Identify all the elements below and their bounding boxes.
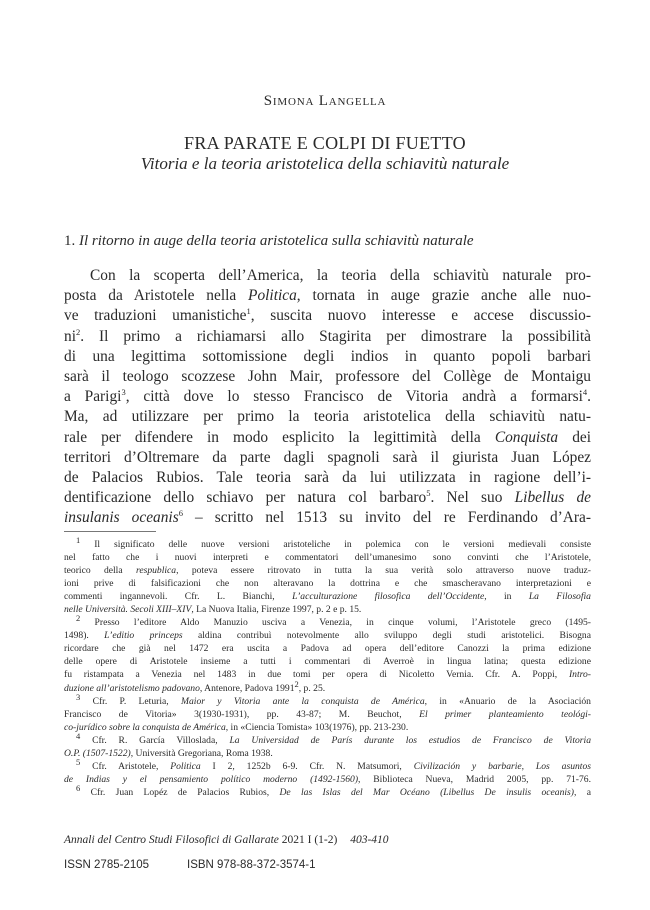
footnote-marker: 2 [75, 326, 81, 337]
footnote-line [64, 756, 591, 773]
author-name: Simona Langella [263, 93, 387, 109]
body-text: posta da Aristotele nella [64, 287, 249, 305]
footnote-line [64, 564, 591, 577]
body-text: sarà il teologo scozzese John Mair, professore del Collège de Montaigu [64, 367, 591, 385]
footnote-line [64, 721, 591, 734]
footnote-text: , Università Gregoriana, Roma 1938. [130, 747, 273, 759]
footnote-text: Cfr. Juan Lopéz de Palacios Rubios, [80, 786, 280, 798]
footnote-text: Il significato delle nuove versioni aristoteliche in polemica con le versioni medievali consiste [80, 539, 591, 550]
footnote-text: fu ristampata a Venezia nel 1483 in due tomi per opera di Nicoletto Vernia. Cfr. A. Poppi, [64, 669, 569, 681]
footnote-text: delle opere di Aristotele insieme a tutti i commentari di Averroè in lingua latina; questa edizione [64, 656, 591, 668]
footnote-italic: De las Islas del Mar Océano (Libellus De insulis oceanis) [279, 786, 574, 798]
body-line [64, 448, 591, 468]
body-text: de Palacios Rubios. Tale teoria sarà da lui utilizzata in ragione dell’i- [64, 468, 591, 486]
footnote-text: , in «Anuario de la Asociación [424, 695, 591, 707]
body-text: di una legittima sottomissione degli indios in quanto popoli barbari [64, 347, 591, 365]
footnote-italic: La Universidad de París durante los estudios de Francisco de Vitoria [229, 734, 591, 746]
footnote-line [64, 534, 591, 551]
footnote-text: aldina contribuì notevolmente allo sviluppo degli studi aristotelici. Bisogna [182, 630, 591, 642]
footnote-italic: L’acculturazione filosofica dell’Occidente [292, 591, 485, 603]
footnote-marker: 3 [76, 691, 81, 702]
body-line [64, 428, 591, 448]
footnote-italic: La Filosofia [528, 591, 591, 603]
footnote-marker: 5 [76, 756, 81, 767]
footnote-marker: 2 [294, 678, 299, 689]
footnote-marker: 1 [76, 534, 81, 545]
footnote-line [64, 691, 591, 708]
body-text [64, 266, 591, 528]
body-text: ve traduzioni umanistiche [64, 307, 247, 325]
footnote-text: 1498). [64, 630, 105, 642]
body-text: ni [64, 327, 76, 345]
footnote-line [64, 747, 591, 760]
footnote-italic: de Indias y el pensamiento político moderno (1492-1560) [64, 773, 359, 785]
footnote-marker: 2 [76, 613, 81, 624]
issn: ISSN 2785-2105 [64, 859, 150, 871]
body-line [64, 367, 591, 387]
footnote-italic: respublica [135, 565, 177, 577]
body-line [64, 407, 591, 427]
body-italic: insulanis oceanis [64, 509, 179, 527]
footnote-italic: Maior y Vitoria ante la conquista de América [180, 695, 425, 707]
footnotes [64, 534, 592, 799]
body-line [64, 387, 591, 407]
footnote-marker: 4 [76, 730, 81, 741]
section-heading [64, 233, 594, 250]
footnote-marker: 5 [426, 487, 431, 498]
body-italic: Libellus de [514, 489, 591, 507]
footnote-text: , a [573, 786, 591, 798]
footnote-text: Cfr. P. Leturia, [80, 695, 181, 707]
footnote-text: I 2, 1252b 6-9. Cfr. N. Matsumori, [200, 760, 414, 772]
body-text: . Il primo a richiamarsi allo Stagirita per dimostrare la possibilità [80, 327, 591, 345]
body-text: , suscita nuovo interesse e accese discussio- [250, 307, 591, 325]
footnote-line [64, 782, 591, 799]
footnote-text: commenti ingannevoli. Cfr. L. Bianchi, [64, 591, 293, 603]
footnote-italic: duzione all’aristotelismo padovano [64, 682, 200, 694]
footnote-text: Cfr. R. García Villoslada, [80, 734, 230, 746]
footnote-text: Francisco de Vitoria» 3(1930-1931), pp. 43-87; M. Beuchot, [64, 708, 420, 720]
footnote-line [64, 590, 591, 603]
body-line [64, 508, 591, 528]
footnote-text: teorico della [64, 565, 136, 577]
footnote-text: , poteva essere ritrovato in tutta la sua verità solo attraverso nuove traduz- [176, 565, 592, 577]
body-line [64, 286, 591, 306]
body-text: rale per difendere in modo esplicito la legittimità della [64, 428, 495, 446]
footnote-marker: 6 [76, 782, 81, 793]
journal-name: Annali del Centro Studi Filosofici di Gallarate [64, 834, 279, 846]
journal-year-issue: 2021 I (1-2) [281, 834, 338, 846]
body-text: dei [558, 428, 592, 446]
footnote-italic: L’editio princeps [104, 630, 183, 642]
body-text: a Parigi [64, 388, 122, 406]
footnote-line [64, 613, 591, 629]
footnote-text: , Biblioteca Nueva, Madrid 2005, pp. 71-76. [358, 773, 591, 785]
body-text: . Nel suo [430, 489, 515, 507]
footnote-line [64, 730, 591, 747]
footnote-text: , p. 25. [298, 682, 326, 694]
footnote-line [64, 551, 591, 564]
footnote-italic: O.P. (1507-1522) [64, 747, 131, 759]
footnote-text: , La Nuova Italia, Firenze 1997, p. 2 e p. 15. [191, 604, 362, 616]
article-subtitle: Vitoria e la teoria aristotelica della schiavitù naturale [140, 154, 510, 173]
footnote-text: , Antenore, Padova 1991 [199, 682, 295, 694]
footnote-text: , in [484, 591, 529, 603]
footnote-line [64, 708, 591, 721]
body-text: Con la scoperta dell’America, la teoria della schiavitù naturale pro- [90, 267, 591, 284]
body-line [64, 266, 591, 286]
body-text: dentificazione dello schiavo per natura col barbaro [64, 489, 427, 507]
footnote-italic: Intro- [568, 669, 591, 681]
body-text: – scritto nel 1513 su invito del re Ferdinando d’Ara- [182, 509, 591, 527]
footnote-line [64, 642, 591, 655]
footnote-line [64, 577, 591, 590]
footnote-text: , in «Ciencia Tomista» 103(1976), pp. 213-230. [225, 721, 409, 733]
footnote-italic: Politica [170, 760, 201, 772]
body-text: Ma, ad utilizzare per primo la teoria aristotelica della schiavitù natu- [64, 408, 591, 426]
section-number: 1. [64, 233, 76, 249]
body-line [64, 468, 591, 488]
footnote-italic: El primer planteamiento teológi- [419, 708, 591, 720]
footnote-text: ricordare che già nel 1472 era uscita a Padova ad opera dell’editore Canozzi la prima edizione [64, 643, 591, 655]
footnote-italic: co-jurídico sobre la conquista de América [64, 721, 226, 733]
identifiers [64, 859, 316, 871]
journal-footer [64, 834, 389, 846]
article-title: FRA PARATE E COLPI DI FUETTO [184, 133, 466, 153]
body-line [64, 347, 591, 367]
footnote-text: Cfr. Aristotele, [80, 760, 171, 772]
body-line [64, 327, 591, 347]
footnote-italic: nelle Università. Secoli XIII–XIV [64, 604, 192, 616]
footnote-marker: 1 [246, 306, 251, 317]
page-range: 403-410 [350, 834, 389, 846]
footnote-line [64, 629, 591, 642]
section-title: Il ritorno in auge della teoria aristotelica sulla schiavitù naturale [79, 233, 474, 249]
footnote-marker: 4 [582, 387, 588, 397]
footnote-marker: 3 [121, 387, 126, 397]
footnote-line [64, 668, 591, 681]
footnote-line [64, 603, 591, 616]
footnote-text: ioni prive di falsificazioni che non alteravano la dottrina e che smascheravano interpretazioni e [64, 578, 591, 590]
body-text: , tornata in auge grazie anche alle nuo- [296, 287, 592, 305]
footnote-line [64, 773, 591, 786]
footnote-text: Presso l’editore Aldo Manuzio usciva a Venezia, in cinque volumi, l’Aristotele greco (1495- [80, 617, 591, 629]
footnote-italic: Civilización y barbarie, Los asuntos [413, 760, 591, 772]
footnote-marker: 6 [178, 508, 183, 519]
body-line [64, 306, 591, 326]
footnote-line [64, 678, 591, 695]
footnote-text: nel fatto che i nuovi interpreti e commentatori dell’umanesimo sono convinti che l’Aristotele, [64, 552, 591, 564]
body-text: , città dove lo stesso Francisco de Vitoria andrà a formarsi [125, 388, 583, 406]
footnote-line [64, 655, 591, 668]
body-italic: Conquista [494, 428, 559, 446]
body-text: territori d’Oltremare da parte dagli spagnoli sarà il giurista Juan López [64, 448, 591, 466]
isbn: ISBN 978-88-372-3574-1 [187, 859, 316, 871]
body-text: . [587, 388, 591, 406]
body-line [64, 488, 591, 508]
footnote-rule [64, 531, 156, 532]
body-italic: Politica [248, 287, 297, 305]
